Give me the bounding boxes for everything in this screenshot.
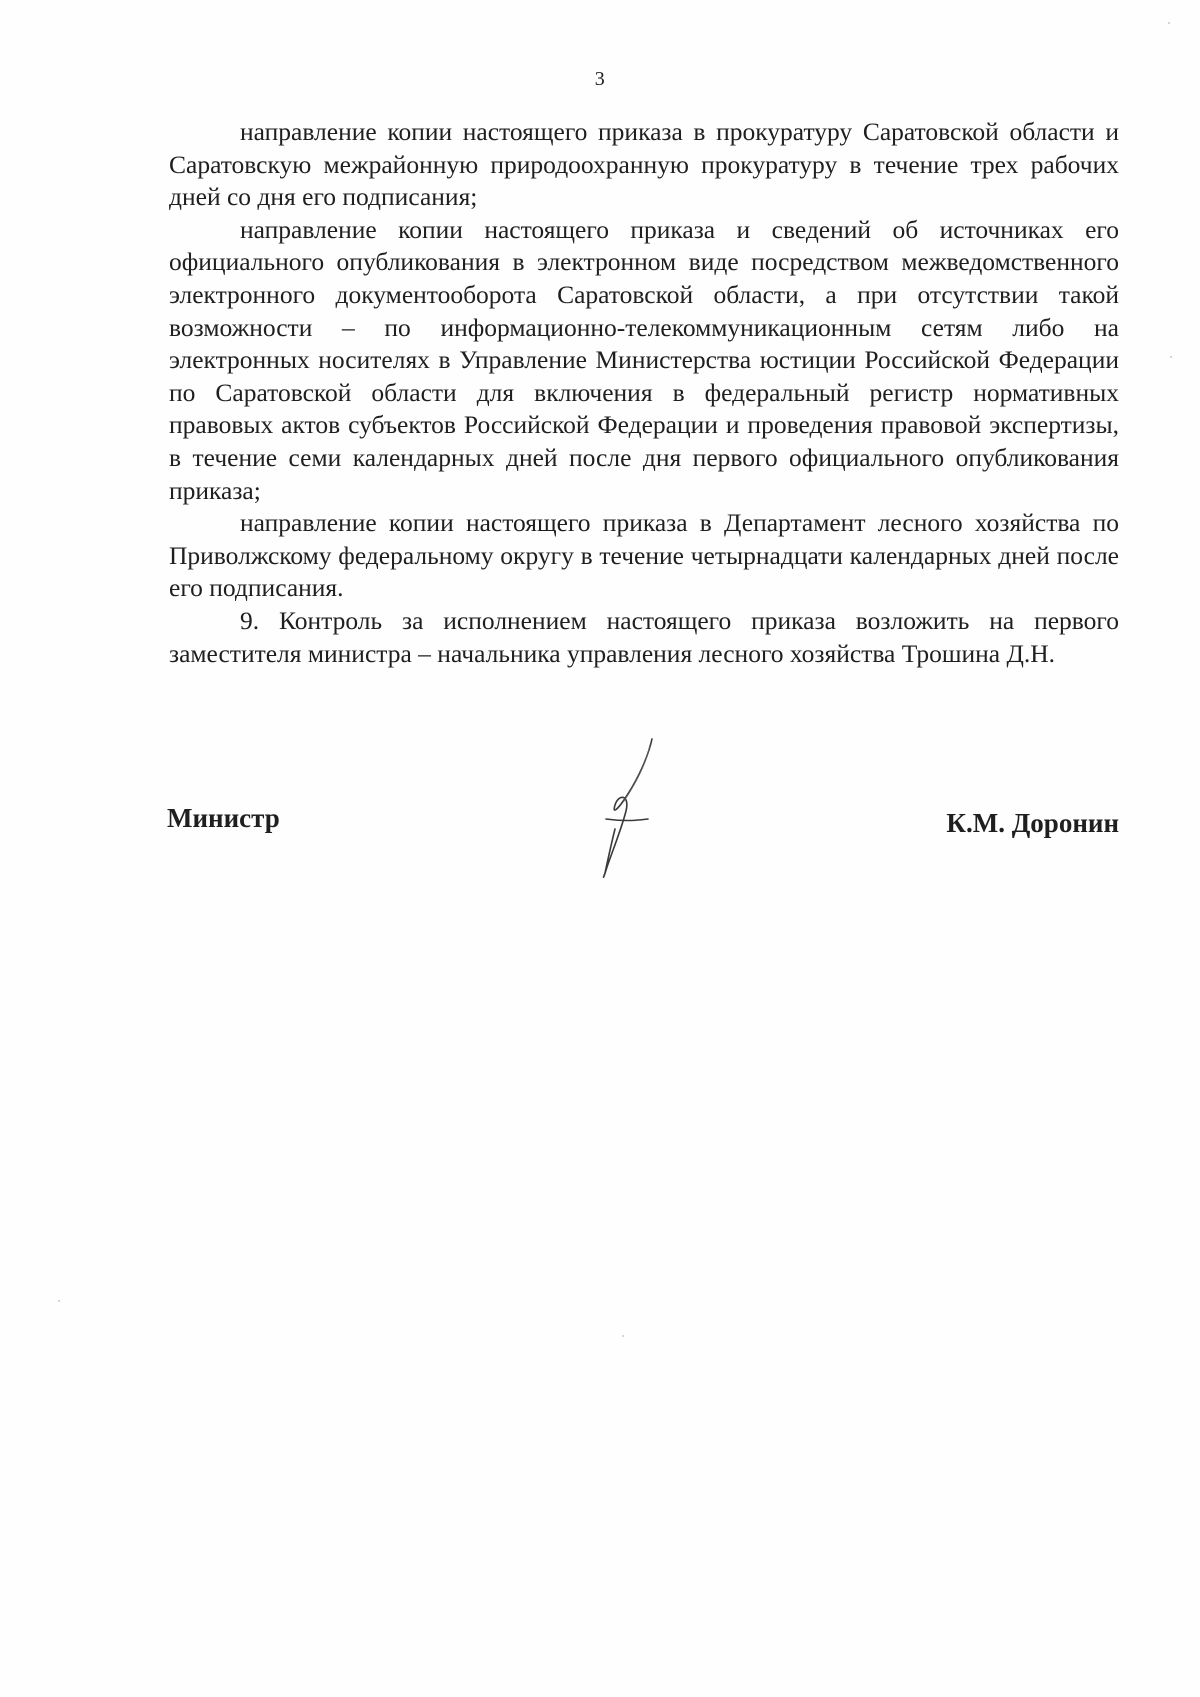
signatory-name: К.М. Доронин (946, 808, 1119, 838)
paragraph-justice-ministry-copy: направление копии настоящего приказа и сведений об источниках его официального опубликования в электронном виде посредством межведомственного электронного документооборота Саратовской области, а при отсутствии такой возможности – по информационно-телекоммуникационным сетям либо на электронных носителях в Управление Министерства юстиции Российской Федерации по Саратовской области для включения в федеральный регистр нормативных правовых актов субъектов Российской Федерации и проведения правовой экспертизы, в течение семи календарных дней после дня первого официального опубликования приказа; (169, 214, 1119, 505)
scan-speck (1170, 356, 1172, 358)
paragraph-prosecutor-copy: направление копии настоящего приказа в прокуратуру Саратовской области и Саратовскую межрайонную природоохранную прокуратуру в течение трех рабочих дней со дня его подписания; (169, 117, 1119, 212)
page-number: 3 (594, 68, 606, 90)
scan-speck (1168, 22, 1170, 24)
handwritten-signature (568, 735, 680, 885)
paragraph-control-clause: 9. Контроль за исполнением настоящего приказа возложить на первого заместителя министра – начальника управления лесного хозяйства Трошина Д.Н. (169, 605, 1119, 668)
document-body (169, 116, 1119, 670)
scan-speck (58, 1300, 60, 1302)
paragraph-forestry-department-copy: направление копии настоящего приказа в Департамент лесного хозяйства по Приволжскому федеральному округу в течение четырнадцати календарных дней после его подписания. (169, 508, 1119, 603)
signatory-title: Министр (167, 803, 280, 833)
scan-speck (622, 1335, 624, 1337)
